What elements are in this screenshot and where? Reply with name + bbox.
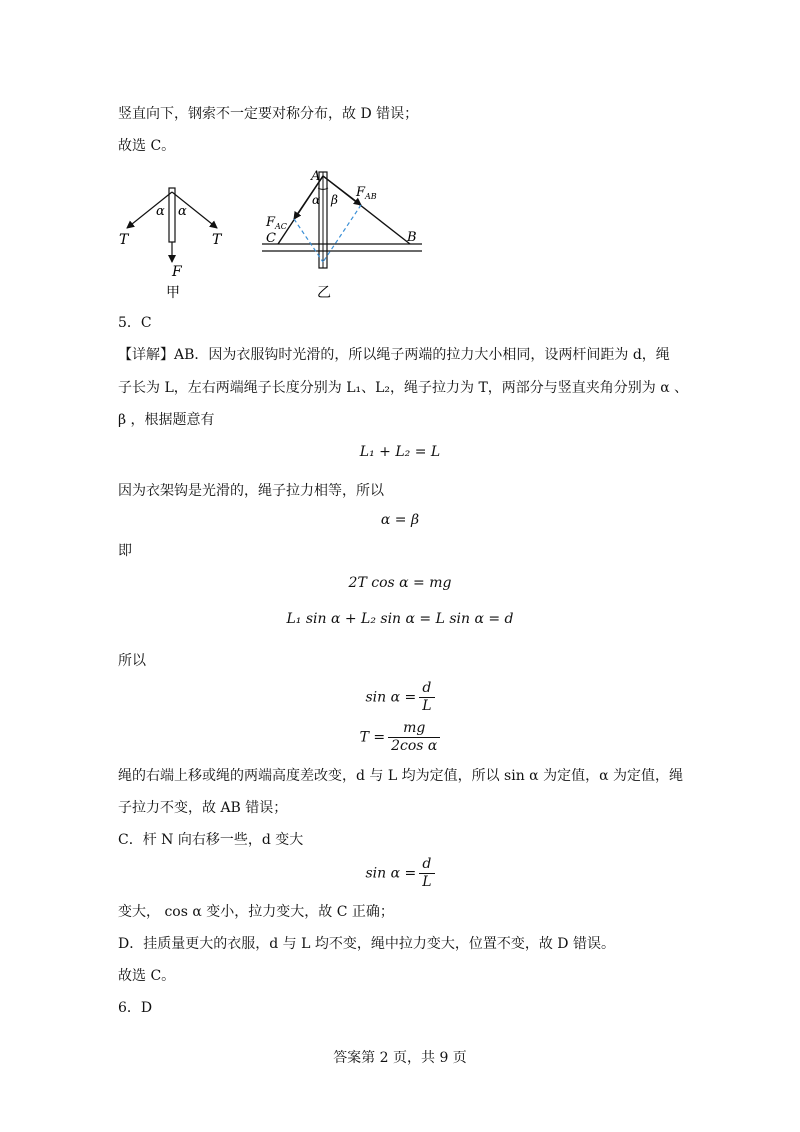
equation: L₁ sin α + L₂ sin α = L sin α = d [286, 611, 514, 627]
caption-yi: 乙 [317, 285, 331, 301]
equation: L₁ + L₂ = L [359, 444, 441, 460]
fraction [388, 720, 440, 755]
fraction-numerator: mg [388, 720, 440, 738]
figure-jia [119, 188, 223, 301]
text-line: 即 [118, 543, 132, 559]
text-line: 竖直向下，钢索不一定要对称分布，故 D 错误； [118, 106, 419, 122]
alpha-left-label: α [156, 204, 165, 219]
equation: α = β [380, 512, 420, 528]
t-right-label: T [212, 232, 222, 248]
answer-6: 6．D [118, 1000, 153, 1016]
text-line: D．挂质量更大的衣服，d 与 L 均不变，绳中拉力变大，位置不变，故 D 错误。 [118, 936, 615, 952]
text-line: 因为衣架钩是光滑的，绳子拉力相等，所以 [118, 483, 384, 499]
force-ab-main: F [356, 185, 366, 200]
equation-lhs: sin α = [365, 689, 417, 706]
fraction-denominator: L [422, 698, 432, 714]
fraction-numerator: d [419, 680, 434, 698]
equation-lhs: sin α = [365, 865, 417, 882]
text-line: 绳的右端上移或绳的两端高度差改变，d 与 L 均为定值，所以 sin α 为定值，α 为定值，绳 [118, 768, 683, 784]
tension-left-arrow [127, 192, 172, 228]
point-a-label: A [311, 169, 321, 184]
text-line: β ，根据题意有 [118, 412, 215, 428]
text-line [118, 345, 670, 365]
fraction-numerator: d [419, 856, 434, 874]
point-c-label: C [266, 231, 276, 246]
force-ab-label [355, 185, 377, 201]
dashed-helper-line [323, 205, 361, 262]
equation: 2T cos α = mg [348, 575, 452, 591]
text-line: 子长为 L，左右两端绳子长度分别为 L₁、L₂，绳子拉力为 T，两部分与竖直夹角分别为 α 、 [118, 380, 689, 396]
point-b-label: B [407, 230, 417, 245]
force-ac-label [265, 215, 287, 231]
hook-rod [169, 188, 175, 242]
force-ac-sub: AC [275, 222, 287, 231]
text-line: C．杆 N 向右移一些，d 变大 [118, 832, 304, 848]
text-line: 所以 [118, 653, 146, 669]
figure-yi [262, 169, 422, 301]
answer-5: 5．C [118, 315, 152, 331]
force-ac-main: F [266, 215, 276, 230]
equation-lhs: T = [359, 729, 386, 746]
caption-jia: 甲 [166, 285, 180, 301]
text-span: AB．因为衣服钩时光滑的，所以绳子两端的拉力大小相同，设两杆间距为 d，绳 [174, 347, 670, 363]
force-ab-sub: AB [365, 192, 377, 201]
equation-fraction [0, 680, 800, 715]
t-left-label: T [119, 232, 129, 248]
fraction [419, 680, 434, 715]
fraction [419, 856, 434, 891]
alpha-label: α [312, 193, 321, 207]
text-line: 故选 C。 [118, 968, 176, 984]
force-diagram [0, 162, 800, 312]
equation-fraction [0, 720, 800, 755]
alpha-right-label: α [178, 204, 187, 219]
text-line: 子拉力不变，故 AB 错误； [118, 800, 288, 816]
fraction-denominator: 2cos α [391, 738, 438, 754]
f-label: F [172, 264, 182, 280]
fraction-denominator: L [422, 874, 432, 890]
equation-fraction [0, 856, 800, 891]
page-footer: 答案第 2 页，共 9 页 [333, 1050, 467, 1066]
detail-tag: 【详解】 [118, 347, 174, 363]
text-line: 故选 C。 [118, 138, 176, 154]
beta-label: β [331, 193, 338, 207]
text-line: 变大， cos α 变小，拉力变大，故 C 正确； [118, 904, 394, 920]
